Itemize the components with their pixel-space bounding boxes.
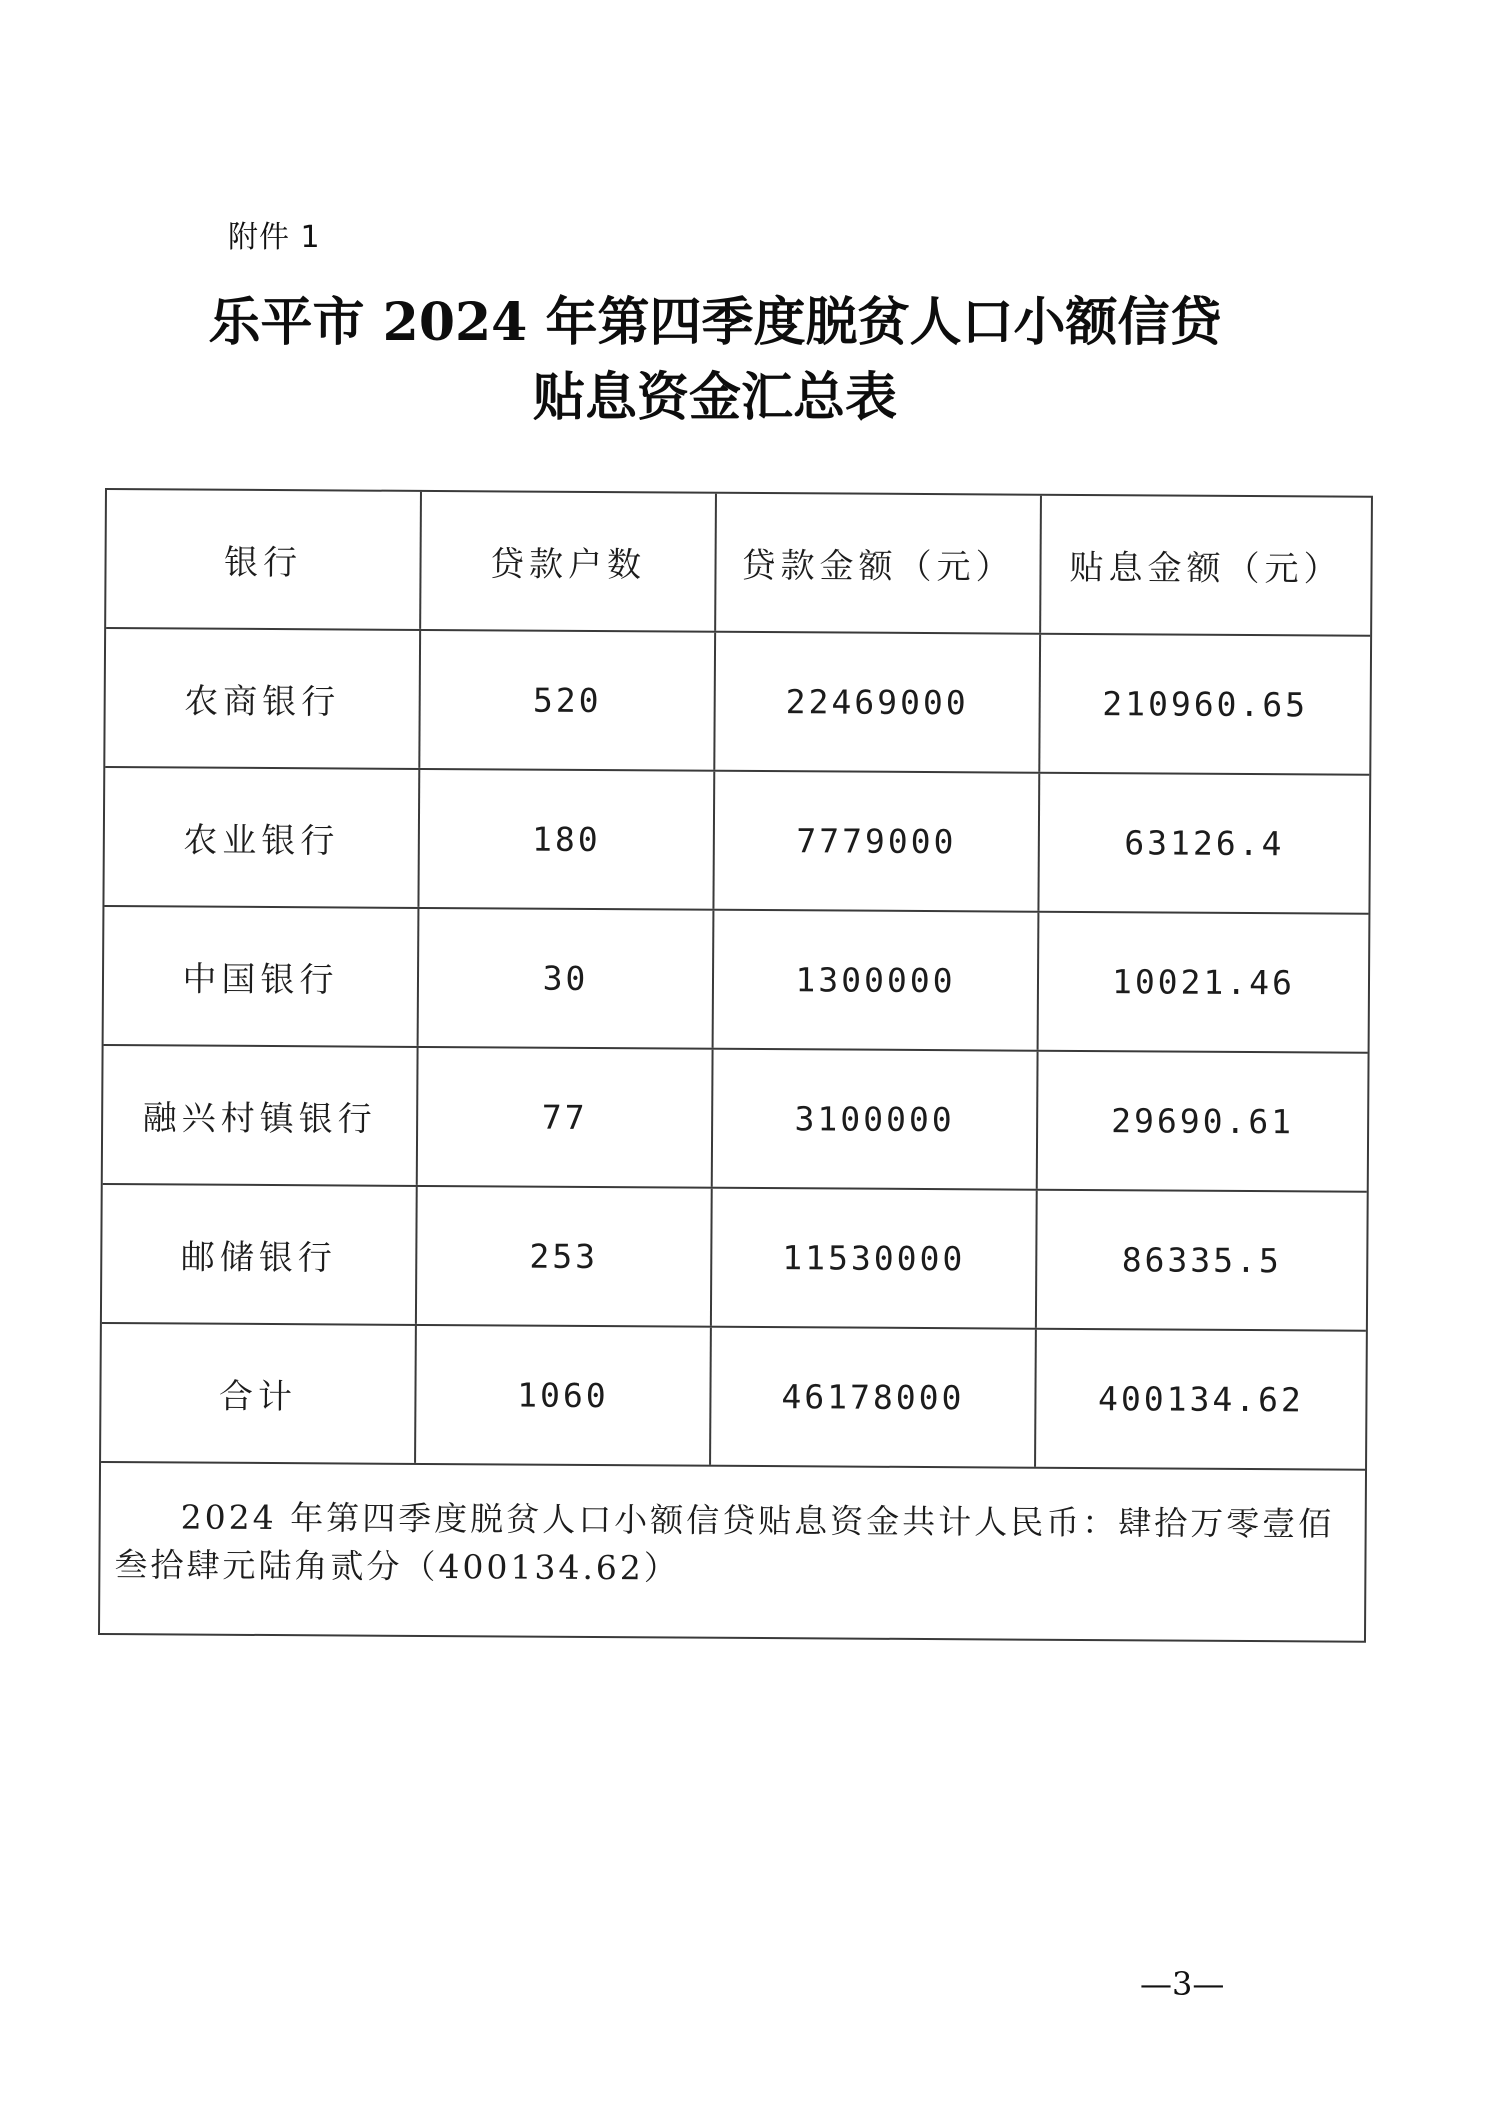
loan-amount: 11530000 xyxy=(712,1189,1038,1328)
table-row xyxy=(103,1046,1368,1193)
subsidy-amount: 29690.61 xyxy=(1111,1101,1295,1142)
subsidy-amount: 10021.46 xyxy=(1111,962,1296,1003)
table-row xyxy=(102,1185,1367,1332)
loan-amount: 22469000 xyxy=(715,633,1041,772)
column-header-subsidy-amount: 贴息金额（元） xyxy=(1069,547,1343,590)
table-row xyxy=(104,768,1369,915)
table-header-row xyxy=(106,490,1371,637)
total-label: 合计 xyxy=(101,1324,417,1463)
summary-table xyxy=(98,488,1373,1643)
subsidy-amount: 63126.4 xyxy=(1124,823,1285,864)
subsidy-amount: 86335.5 xyxy=(1121,1240,1282,1281)
column-header-bank: 银行 xyxy=(106,490,422,629)
total-loan-amount: 46178000 xyxy=(711,1328,1037,1467)
total-household-count: 1060 xyxy=(416,1326,712,1465)
page-title-line1: 乐平市 2024 年第四季度脱贫人口小额信贷 xyxy=(208,292,1222,353)
household-count: 520 xyxy=(420,631,716,770)
bank-name: 农业银行 xyxy=(104,768,420,907)
household-count: 77 xyxy=(418,1048,714,1187)
page-number: —3— xyxy=(1140,1965,1225,2003)
table-total-row xyxy=(101,1324,1366,1471)
bank-name: 中国银行 xyxy=(104,907,420,1046)
household-count: 180 xyxy=(419,770,715,909)
loan-amount: 1300000 xyxy=(714,911,1040,1050)
bank-name: 融兴村镇银行 xyxy=(103,1046,419,1185)
table-note: 2024 年第四季度脱贫人口小额信贷贴息资金共计人民币：肆拾万零壹佰叁拾肆元陆角贰分（400134.62） xyxy=(114,1497,1335,1588)
column-header-loan-amount: 贷款金额（元） xyxy=(716,494,1042,633)
table-row xyxy=(104,907,1369,1054)
total-subsidy-amount: 400134.62 xyxy=(1097,1379,1304,1420)
household-count: 253 xyxy=(417,1187,713,1326)
loan-amount: 3100000 xyxy=(713,1050,1039,1189)
page-title-line2: 贴息资金汇总表 xyxy=(532,367,897,428)
column-header-households: 贷款户数 xyxy=(421,492,717,631)
subsidy-amount: 210960.65 xyxy=(1102,684,1309,725)
bank-name: 农商银行 xyxy=(105,629,421,768)
bank-name: 邮储银行 xyxy=(102,1185,418,1324)
table-row xyxy=(105,629,1370,776)
loan-amount: 7779000 xyxy=(714,772,1040,911)
attachment-label: 附件 1 xyxy=(228,220,321,255)
household-count: 30 xyxy=(419,909,715,1048)
